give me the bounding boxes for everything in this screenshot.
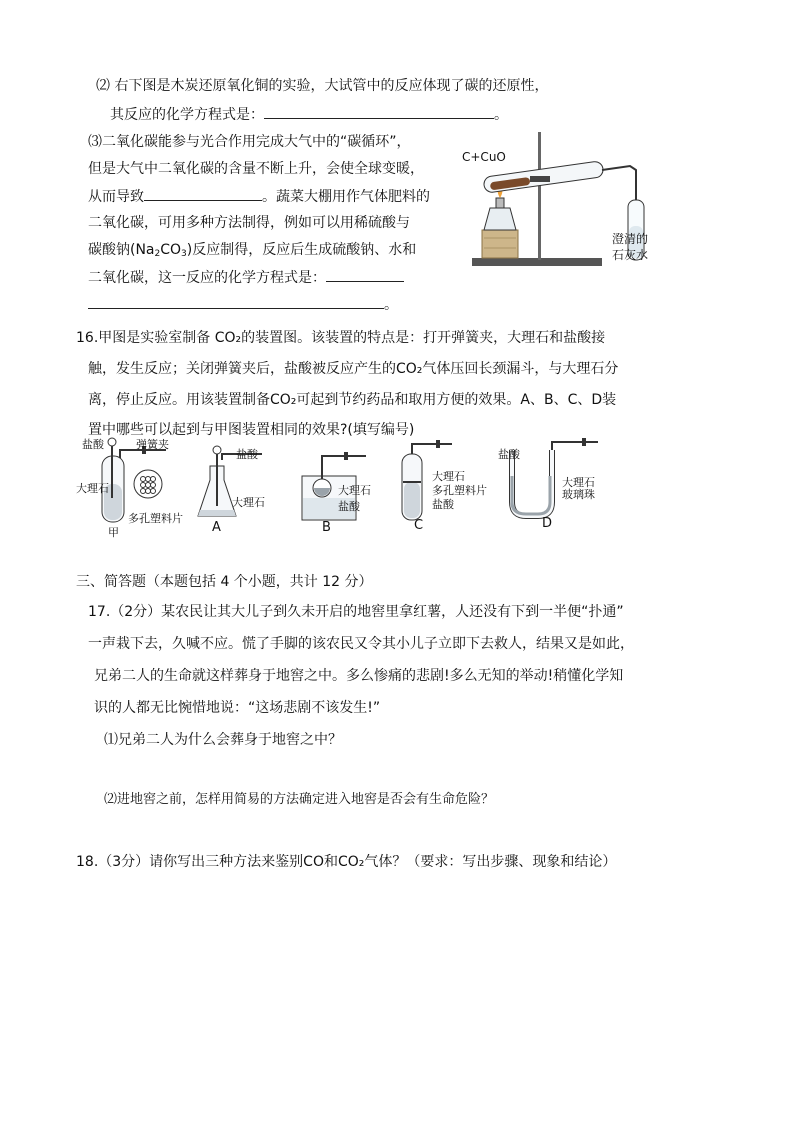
limewater-label-1: 澄清的 [612,232,649,246]
q15-part3-line6 [88,267,404,288]
q15-part2-suffix: 。 [494,107,508,123]
a-name: A [212,520,221,535]
subscript: 2 [154,249,161,259]
limewater-label-2: 石灰水 [612,248,649,262]
stand-base [472,258,602,266]
q15-part3-text: )反应制得，反应后生成硫酸钠、水和 [186,242,417,258]
q15-part2-line1: ⑵ 右下图是木炭还原氧化铜的实验，大试管中的反应体现了碳的还原性， [96,78,549,94]
q16-line3: 离，停止反应。用该装置制备CO₂可起到节约药品和取用方便的效果。A、B、C、D装 [88,392,617,408]
alcohol-lamp [484,208,516,230]
b-name: B [322,520,331,535]
c-marble-label: 大理石 [432,470,465,483]
q15-part3-line3 [88,186,430,207]
q15-part3-line2: 但是大气中二氧化碳的含量不断上升，会使全球变暖， [88,161,424,177]
d-name: D [542,516,553,531]
q15-part3-line7 [88,294,398,315]
subscript: 3 [181,249,187,259]
q15-part2-answer-blank[interactable] [264,104,494,119]
q16-line1: 16.甲图是实验室制备 CO₂的装置图。该装置的特点是：打开弹簧夹，大理石和盐酸接 [76,330,606,346]
charcoal-reduction-figure [462,130,668,270]
q17-sub1: ⑴兄弟二人为什么会葬身于地窖之中？ [104,732,342,748]
q15-part3-text: 从而导致 [88,189,144,205]
d-marble-label: 大理石 [562,476,595,489]
q18-line1: 18.（3分）请你写出三种方法来鉴别CO和CO₂气体？（要求：写出步骤、现象和结论） [76,854,617,870]
jia-acid-label: 盐酸 [82,438,104,451]
jia-plate-label: 多孔塑料片 [128,512,183,525]
q15-part3-line1: ⑶二氧化碳能参与光合作用完成大气中的“碳循环”， [88,134,411,150]
c-acid-label: 盐酸 [432,498,454,511]
a-marble-label: 大理石 [232,496,265,509]
q15-part3-text: 碳酸钠(Na [88,242,155,258]
c-cuo-label: C+CuO [462,150,506,164]
q15-part2-line2 [110,104,508,125]
q16-line4: 置中哪些可以起到与甲图装置相同的效果?(填写编号) [88,422,415,438]
jia-marble-label: 大理石 [76,482,109,495]
q16-apparatus-figures [76,436,616,539]
q17-line2: 一声栽下去，久喊不应。慌了手脚的该农民又令其小儿子立即下去救人，结果又是如此， [88,636,634,652]
c-plate-label: 多孔塑料片 [432,484,487,497]
d-beads-label: 玻璃珠 [562,488,595,501]
q15-part3-text: CO [160,242,182,258]
a-acid-label: 盐酸 [236,448,258,461]
stand-rod [538,132,541,260]
q17-sub2: ⑵进地窖之前，怎样用简易的方法确定进入地窖是否会有生命危险？ [104,792,495,807]
c-name: C [414,518,424,533]
q15-part3-equation-blank-a[interactable] [326,267,404,282]
jia-clip-label: 弹簧夹 [136,438,169,451]
q15-part2-prefix: 其反应的化学方程式是： [110,107,264,123]
jia-name: 甲 [108,526,119,539]
q16-line2: 触，发生反应；关闭弹簧夹后，盐酸被反应产生的CO₂气体压回长颈漏斗，与大理石分 [88,361,619,377]
q15-part3-equation-blank-b[interactable] [88,294,384,309]
q17-line3: 兄弟二人的生命就这样葬身于地窖之中。多么惨痛的悲剧!多么无知的举动!稍懂化学知 [94,668,624,684]
wooden-block [482,230,518,258]
q15-part3-consequence-blank[interactable] [144,186,262,201]
q15-part3-line4: 二氧化碳，可用多种方法制得，例如可以用稀硫酸与 [88,215,410,231]
q15-part3-text: 二氧化碳，这一反应的化学方程式是： [88,270,326,286]
section3-heading: 三、简答题（本题包括 4 个小题，共计 12 分） [76,574,373,590]
b-acid-label: 盐酸 [338,500,360,513]
d-acid-label: 盐酸 [498,448,520,461]
q17-line4: 识的人都无比惋惜地说：“这场悲剧不该发生!” [94,700,381,716]
q15-part3-line5 [88,240,416,264]
q15-part3-end: 。 [384,297,398,313]
q15-part3-text: 。蔬菜大棚用作气体肥料的 [262,189,430,205]
clamp [530,176,550,182]
q17-line1: 17.（2分）某农民让其大儿子到久未开启的地窖里拿红薯，人还没有下到一半便“扑通” [88,604,624,620]
b-marble-label: 大理石 [338,484,371,497]
